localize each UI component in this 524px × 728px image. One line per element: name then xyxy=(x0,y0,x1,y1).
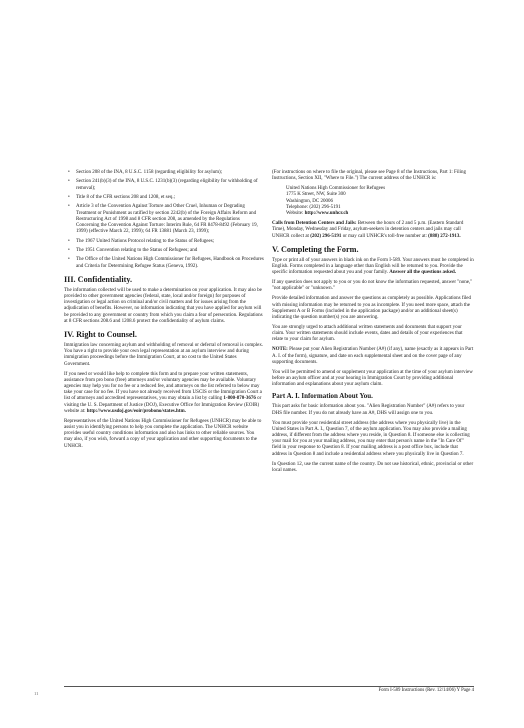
paragraph: Immigration law concerning asylum and withholding of removal or deferral of removal is complex. You have a right to provide your own legal representation at an asylum interview and during immigration proceedings before the Immigration Court, at no cost to the United States Government. xyxy=(64,342,264,367)
unhcr-website-link[interactable]: http://www.unhcr.ch xyxy=(304,211,349,217)
paragraph: This part asks for basic information about you. "Alien Registration Number" (A#) refers to your DHS file number. If you do not already have an A#, DHS will assign one to you. xyxy=(272,404,465,416)
phone-number: (202) 296-5191 xyxy=(310,233,342,239)
list-item: • Section 208 of the INA, 8 U.S.C. 1158 (regarding eligibility for asylum); xyxy=(76,170,264,176)
text-span: or visiting the U. S. Department of Justice (DOJ), Executive Office for Immigration Review (EOIR) website at: xyxy=(64,396,262,414)
address-line: United Nations High Commissioner for Refugees xyxy=(286,186,386,192)
right-column xyxy=(272,170,474,478)
paragraph: You will be permitted to amend or supplement your application at the time of your asylum interview before an asylum officer and at your hearing in Immigration Court by providing additional information and explanations about your asylum claim. xyxy=(272,369,473,388)
left-column xyxy=(64,170,264,454)
address-line: 1775 K Street, NW, Suite 300 xyxy=(286,192,346,198)
paragraph: You must provide your residential street address (the address where you physically live) in the United States in Part A. I., Question 7, of the asylum application. You may also provide a mailing address, if different from the address where you reside, in Question 8. If someone else is collecting your mail for you at your mailing address, you may enter that person's name in the "In Care Of" field in your response to Question 8. If your mailing address is a post office box, include that address in Question 8 and include a residential address where you physically live in Question 7. xyxy=(272,420,470,457)
page-mark: 11 xyxy=(34,691,39,696)
section-heading-confidentiality: III. Confidentiality. xyxy=(64,274,133,284)
emphasis: Answer all the questions asked. xyxy=(389,270,457,276)
phone-number: (888) 272-1913. xyxy=(428,233,461,239)
detention-label: Calls from Detention Centers and Jails: xyxy=(272,221,357,227)
paragraph xyxy=(272,221,474,240)
text-span: or may call UNHCR's toll-free number at: xyxy=(341,233,429,239)
paragraph: (For instructions on where to file the original, please see Page 8 of the Instructions, Part 1: Filing Instructions, Section XII, "Where to File.") The current address of the UNHCR is: xyxy=(272,170,466,182)
footer-divider xyxy=(64,686,474,687)
text-span: Type or print all of your answers in black ink on the Form I-589. Your answers must be completed in English. Forms completed in a language other than English will be returned to you. Provide the specific information requested about you and your family. xyxy=(272,257,474,276)
list-item: • Section 241(b)(3) of the INA, 8 U.S.C. 1231(b)(3) (regarding eligibility for withholding of removal); xyxy=(76,179,264,191)
paragraph: If any question does not apply to you or you do not know the information requested, answer "none," "not applicable" or "unknown." xyxy=(272,280,473,292)
paragraph: The information collected will be used to make a determination on your application. It may also be provided to other government agencies (federal, state, local and/or foreign) for purposes of investigation or legal action on criminal and/or civil matters and for issues arising from the adjudication of benefits. However, no information indicating that you have applied for asylum will be provided to any government or country from which you claim a fear of persecution. Regulations at 8 CFR sections 208.6 and 1208.6 protect the confidentiality of asylum claims. xyxy=(64,287,263,324)
paragraph xyxy=(272,258,474,277)
paragraph xyxy=(64,372,264,415)
note-label: NOTE: xyxy=(272,347,288,353)
authority-list xyxy=(64,170,264,270)
section-heading-completing-form: V. Completing the Form. xyxy=(272,244,359,254)
address-line xyxy=(286,211,474,217)
section-heading-part-a: Part A. I. Information About You. xyxy=(272,392,373,401)
text-span: Website: xyxy=(286,211,305,217)
paragraph: You are strongly urged to attach additional written statements and documents that support your claim. Your written statements should include events, dates and details of your experiences that relate to your claim for asylum. xyxy=(272,325,463,343)
list-item: • Article 3 of the Convention Against Torture and Other Cruel, Inhuman or Degrading Treatment or Punishment as ratified by section 2242(b) of the Foreign Affairs Reform and Restructuring Act of 1998 and 8 CFR section 208, as amended by the Regulations Concerning the Convention Against Torture: Interim Rule, 64 FR 8478-8492 (February 19, 1999) (effective March 22, 1999); 64 FR 13881 (March 23, 1999); xyxy=(76,204,264,235)
address-line: Telephone: (202) 296-5191 xyxy=(286,204,341,210)
unhcr-address xyxy=(272,186,474,217)
text-span: If you need or would like help to complete this form and to prepare your written statements, assistance from pro bono (free) attorneys and/or voluntary agencies may be available. Voluntary agencies may help you for no fee or a reduced fee, and attorneys on the list referred to below may take your case for no fee. If you have not already received from USCIS or the Immigration Court a list of attorneys and accredited representatives, you may obtain a list by calling xyxy=(64,371,262,402)
list-item: • The Office of the United Nations High Commissioner for Refugees, Handbook on Procedures and Criteria for Determining Refugee Status (Geneva, 1992). xyxy=(76,257,264,269)
section-heading-right-to-counsel: IV. Right to Counsel. xyxy=(64,329,137,339)
paragraph: Provide detailed information and answer the questions as completely as possible. Applications filed with missing information may be returned to you as incomplete. If you need more space, attach the Supplement A or B Forms (included in the application package) and/or an additional sheet(s) indicating the question number(s) you are answering. xyxy=(272,296,471,321)
page-footer: Form I-589 Instructions (Rev. 12/14/06) Y Page 4 xyxy=(378,688,474,693)
paragraph: In Question 12, use the current name of the country. Do not use historical, ethnic, provincial or other local names. xyxy=(272,461,474,473)
text-span: Please put your Alien Registration Number (A#) (if any), name (exactly as it appears in Part A. I. of the form), signature, and date on each supplemental sheet and on the cover page of any supporting documents. xyxy=(272,347,474,365)
list-item: • The 1951 Convention relating to the Status of Refugees; and xyxy=(76,248,264,254)
paragraph: Representatives of the United Nations High Commissioner for Refugees (UNHCR) may be able to assist you in identifying persons to help you complete the application. The UNHCR website provides useful country conditions information and also has links to other reliable sources. You may also, if you wish, forward a copy of your application and other supporting documents to the UNHCR. xyxy=(64,418,262,449)
list-item: • The 1967 United Nations Protocol relating to the Status of Refugees; xyxy=(76,239,264,245)
eoir-link[interactable]: http://www.usdoj.gov/eoir/probono/states.htm. xyxy=(86,408,186,414)
address-line: Washington, DC 20006 xyxy=(286,198,333,204)
list-item: • Title 8 of the CFR sections 208 and 1208, et seq.; xyxy=(76,195,264,201)
paragraph xyxy=(272,347,474,366)
text-span: Between the hours of 2 and 5 p.m. (Eastern Standard Time), Monday, Wednesday and Friday, asylum-seekers in detention centers and jails may call UNHCR collect at xyxy=(272,221,464,239)
phone-number: 1-800-870-3676 xyxy=(223,396,256,402)
